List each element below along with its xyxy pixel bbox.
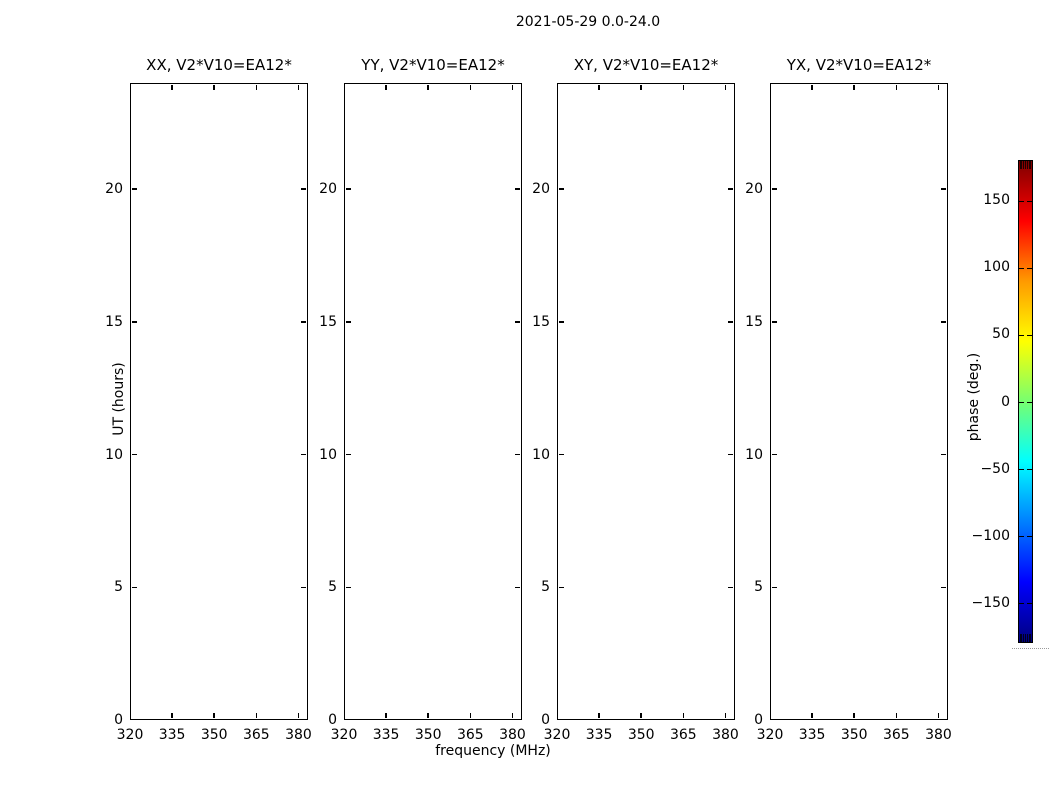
y-tick-label: 20	[105, 181, 123, 198]
colorbar-tick-label: −100	[971, 527, 1010, 544]
figure-title: 2021-05-29 0.0-24.0	[515, 14, 661, 30]
x-tick-top	[896, 85, 898, 90]
x-tick-bottom	[683, 713, 685, 718]
colorbar-tick-label: 0	[1001, 393, 1010, 410]
x-tick-top	[385, 85, 387, 90]
colorbar-tick-left	[1019, 402, 1024, 403]
y-tick-label: 20	[319, 181, 337, 198]
colorbar-tick-right	[1027, 201, 1032, 202]
colorbar-tick-right	[1027, 402, 1032, 403]
x-tick-top	[298, 85, 300, 90]
y-tick-right	[515, 321, 520, 323]
y-tick-left	[132, 321, 137, 323]
y-tick-right	[941, 454, 946, 456]
y-tick-left	[132, 587, 137, 589]
y-tick-right	[515, 454, 520, 456]
x-tick-bottom	[938, 713, 940, 718]
colorbar-tick-label: 150	[983, 192, 1010, 209]
x-tick-bottom	[512, 713, 514, 718]
x-tick-top	[213, 85, 215, 90]
x-tick-top	[725, 85, 727, 90]
x-tick-bottom	[385, 713, 387, 718]
x-tick-bottom	[725, 713, 727, 718]
y-tick-label: 20	[532, 181, 550, 198]
colorbar-tick-right	[1027, 335, 1032, 336]
subplot-yx	[745, 56, 952, 743]
y-tick-label: 15	[532, 313, 550, 330]
x-tick-top	[427, 85, 429, 90]
y-tick-right	[301, 321, 306, 323]
y-tick-label: 0	[541, 712, 550, 728]
colorbar-tick-left	[1019, 268, 1024, 269]
y-tick-label: 10	[105, 446, 123, 463]
colorbar-tick-right	[1027, 469, 1032, 470]
y-tick-label: 0	[114, 712, 123, 728]
x-tick-top	[598, 85, 600, 90]
colorbar-tick-right	[1027, 268, 1032, 269]
x-tick-label: 380	[285, 727, 312, 743]
x-tick-bottom	[213, 713, 215, 718]
x-tick-bottom	[640, 713, 642, 718]
x-tick-label: 350	[840, 727, 868, 743]
x-tick-top	[470, 85, 472, 90]
y-tick-label: 5	[114, 579, 123, 596]
y-tick-left	[346, 321, 351, 323]
x-tick-bottom	[427, 713, 429, 718]
y-tick-label: 10	[745, 446, 763, 463]
x-tick-label: 350	[627, 727, 655, 743]
y-tick-left	[559, 188, 564, 190]
axes-frame	[130, 83, 308, 720]
y-tick-left	[772, 321, 777, 323]
colorbar-hash-bottom	[1030, 634, 1031, 642]
x-tick-label: 365	[882, 727, 910, 743]
y-tick-label: 15	[105, 313, 123, 330]
x-tick-label: 335	[372, 727, 400, 743]
x-tick-bottom	[171, 713, 173, 718]
x-tick-top	[640, 85, 642, 90]
colorbar-tick-left	[1019, 536, 1024, 537]
colorbar	[1018, 160, 1033, 643]
x-tick-label: 365	[242, 727, 270, 743]
x-tick-bottom	[811, 713, 813, 718]
x-tick-top	[938, 85, 940, 90]
y-tick-left	[132, 454, 137, 456]
y-tick-label: 10	[532, 446, 550, 463]
colorbar-tick-right	[1027, 536, 1032, 537]
y-axis-label: UT (hours)	[111, 362, 127, 436]
y-tick-left	[346, 188, 351, 190]
y-tick-left	[132, 188, 137, 190]
colorbar-tick-left	[1019, 469, 1024, 470]
subplot-title: YX, V2*V10=EA12*	[786, 56, 932, 74]
x-tick-bottom	[256, 713, 258, 718]
x-tick-top	[811, 85, 813, 90]
x-axis-label: frequency (MHz)	[435, 743, 551, 759]
y-tick-right	[301, 587, 306, 589]
subplot-title: XY, V2*V10=EA12*	[573, 56, 719, 74]
y-tick-right	[301, 188, 306, 190]
x-tick-label: 365	[669, 727, 697, 743]
x-tick-top	[853, 85, 855, 90]
x-tick-label: 320	[116, 727, 144, 743]
x-tick-label: 380	[499, 727, 526, 743]
y-tick-left	[346, 454, 351, 456]
x-tick-label: 350	[200, 727, 228, 743]
subplot-title: YY, V2*V10=EA12*	[361, 56, 505, 74]
y-tick-left	[346, 587, 351, 589]
axes-frame	[344, 83, 522, 720]
x-tick-bottom	[896, 713, 898, 718]
y-tick-label: 5	[328, 579, 337, 596]
axes-frame	[557, 83, 735, 720]
axes-frame	[770, 83, 948, 720]
x-tick-top	[256, 85, 258, 90]
y-tick-left	[772, 454, 777, 456]
y-tick-right	[515, 587, 520, 589]
y-tick-right	[941, 188, 946, 190]
y-tick-right	[728, 587, 733, 589]
colorbar-tick-label: 50	[992, 326, 1010, 343]
y-tick-label: 0	[754, 712, 763, 728]
x-tick-label: 320	[756, 727, 784, 743]
colorbar-tick-label: −50	[980, 460, 1010, 477]
y-tick-right	[941, 321, 946, 323]
y-tick-right	[728, 321, 733, 323]
y-tick-left	[772, 188, 777, 190]
y-tick-right	[728, 454, 733, 456]
colorbar-tick-label: −150	[971, 594, 1010, 611]
x-tick-label: 365	[456, 727, 484, 743]
x-tick-label: 335	[158, 727, 186, 743]
y-tick-label: 15	[745, 313, 763, 330]
x-tick-bottom	[598, 713, 600, 718]
subplot-title: XX, V2*V10=EA12*	[146, 56, 292, 74]
colorbar-dotted-edge	[1012, 648, 1049, 649]
y-tick-label: 5	[541, 579, 550, 596]
x-tick-top	[171, 85, 173, 90]
y-tick-label: 15	[319, 313, 337, 330]
colorbar-tick-right	[1027, 603, 1032, 604]
subplot-yy	[319, 56, 526, 743]
x-tick-label: 320	[330, 727, 358, 743]
y-tick-right	[515, 188, 520, 190]
subplot-xy	[532, 56, 739, 743]
x-tick-label: 335	[585, 727, 613, 743]
colorbar-hash-top	[1030, 161, 1031, 169]
y-tick-label: 10	[319, 446, 337, 463]
x-tick-bottom	[470, 713, 472, 718]
x-tick-label: 350	[414, 727, 442, 743]
x-tick-top	[512, 85, 514, 90]
y-tick-right	[728, 188, 733, 190]
colorbar-label: phase (deg.)	[966, 352, 982, 442]
colorbar-tick-label: 100	[983, 259, 1010, 276]
x-tick-label: 380	[925, 727, 952, 743]
y-tick-left	[559, 587, 564, 589]
x-tick-bottom	[298, 713, 300, 718]
x-tick-top	[683, 85, 685, 90]
y-tick-label: 0	[328, 712, 337, 728]
y-tick-label: 5	[754, 579, 763, 596]
y-tick-right	[941, 587, 946, 589]
y-tick-label: 20	[745, 181, 763, 198]
colorbar-tick-left	[1019, 603, 1024, 604]
colorbar-tick-left	[1019, 201, 1024, 202]
y-tick-left	[559, 454, 564, 456]
x-tick-label: 320	[543, 727, 571, 743]
y-tick-left	[559, 321, 564, 323]
colorbar-tick-left	[1019, 335, 1024, 336]
x-tick-label: 380	[712, 727, 739, 743]
y-tick-right	[301, 454, 306, 456]
y-tick-left	[772, 587, 777, 589]
x-tick-bottom	[853, 713, 855, 718]
x-tick-label: 335	[798, 727, 826, 743]
